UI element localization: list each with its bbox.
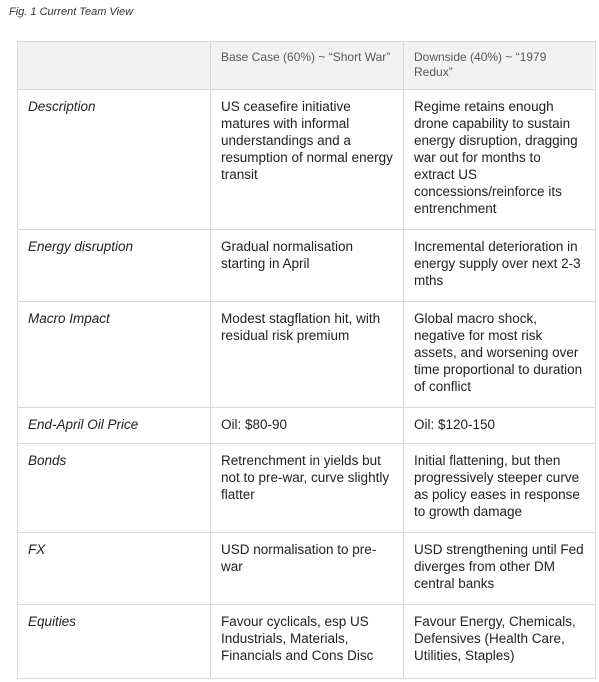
table-header bbox=[18, 42, 596, 90]
base-case-cell: US ceasefire initiative matures with informal understandings and a resumption of normal energy transit bbox=[211, 90, 404, 230]
downside-cell: Initial flattening, but then progressively steeper curve as policy eases in response to growth damage bbox=[404, 444, 596, 533]
row-label: FX bbox=[18, 533, 211, 605]
table-row-bonds bbox=[18, 444, 596, 533]
base-case-cell: Favour cyclicals, esp US Industrials, Materials, Financials and Cons Disc bbox=[211, 605, 404, 679]
row-label: Energy disruption bbox=[18, 230, 211, 302]
table-row-fx bbox=[18, 533, 596, 605]
row-label: Bonds bbox=[18, 444, 211, 533]
row-label: End-April Oil Price bbox=[18, 408, 211, 444]
row-label: Equities bbox=[18, 605, 211, 679]
team-view-table bbox=[17, 41, 596, 679]
table-row-energy-disruption bbox=[18, 230, 596, 302]
downside-cell: Oil: $120-150 bbox=[404, 408, 596, 444]
row-label: Macro Impact bbox=[18, 302, 211, 408]
header-base-case: Base Case (60%) ~ “Short War” bbox=[211, 42, 404, 90]
table-row-macro-impact bbox=[18, 302, 596, 408]
downside-cell: Global macro shock, negative for most risk assets, and worsening over time proportional to duration of conflict bbox=[404, 302, 596, 408]
base-case-cell: Gradual normalisation starting in April bbox=[211, 230, 404, 302]
table-body bbox=[18, 90, 596, 679]
header-row bbox=[18, 42, 596, 90]
figure-caption: Fig. 1 Current Team View bbox=[9, 6, 134, 18]
base-case-cell: Retrenchment in yields but not to pre-war, curve slightly flatter bbox=[211, 444, 404, 533]
base-case-cell: USD normalisation to pre-war bbox=[211, 533, 404, 605]
table-row-equities bbox=[18, 605, 596, 679]
table-row-oil-price bbox=[18, 408, 596, 444]
downside-cell: USD strengthening until Fed diverges from other DM central banks bbox=[404, 533, 596, 605]
base-case-cell: Oil: $80-90 bbox=[211, 408, 404, 444]
header-blank-cell bbox=[18, 42, 211, 90]
header-downside: Downside (40%) ~ “1979 Redux” bbox=[404, 42, 596, 90]
downside-cell: Incremental deterioration in energy supply over next 2-3 mths bbox=[404, 230, 596, 302]
table-row-description bbox=[18, 90, 596, 230]
downside-cell: Regime retains enough drone capability to sustain energy disruption, dragging war out for months to extract US concessions/reinforce its entrenchment bbox=[404, 90, 596, 230]
downside-cell: Favour Energy, Chemicals, Defensives (Health Care, Utilities, Staples) bbox=[404, 605, 596, 679]
base-case-cell: Modest stagflation hit, with residual risk premium bbox=[211, 302, 404, 408]
row-label: Description bbox=[18, 90, 211, 230]
